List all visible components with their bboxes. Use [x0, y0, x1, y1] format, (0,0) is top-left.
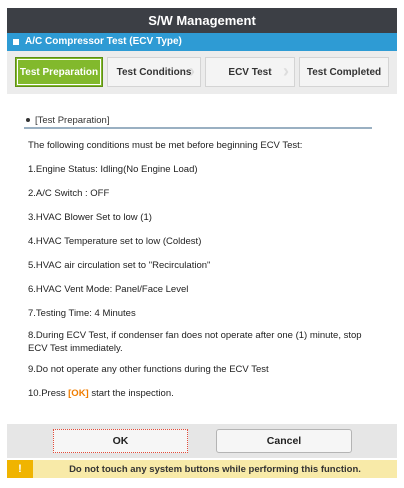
instruction-intro: The following conditions must be met before beginning ECV Test: [28, 140, 303, 151]
instruction-item: 3.HVAC Blower Set to low (1) [28, 212, 152, 223]
step-ecv-test[interactable] [205, 57, 295, 87]
square-bullet-icon [13, 39, 19, 45]
section-heading [24, 113, 372, 129]
test-subtitle-bar [7, 33, 397, 51]
instruction-item: 4.HVAC Temperature set to low (Coldest) [28, 236, 202, 247]
instruction-item: 2.A/C Switch : OFF [28, 188, 110, 199]
step-label: Test Conditions [116, 66, 192, 78]
step-test-preparation[interactable] [15, 57, 103, 87]
cancel-button[interactable]: Cancel [216, 429, 352, 453]
warning-text: Do not touch any system buttons while performing this function. [69, 463, 361, 475]
instruction-prefix: 10.Press [28, 388, 69, 399]
ok-highlight: [OK] [68, 388, 89, 399]
chevron-right-icon: › [283, 61, 289, 81]
warning-bar [7, 460, 397, 478]
step-test-completed[interactable] [299, 57, 389, 87]
step-progress-bar [7, 51, 397, 94]
step-label: Test Completed [306, 66, 382, 78]
step-label: ECV Test [228, 66, 272, 78]
section-heading-text: [Test Preparation] [35, 114, 110, 126]
instruction-item-last [28, 387, 373, 400]
instruction-item: 8.During ECV Test, if condenser fan does not operate after one (1) minute, stop ECV Test immediately. [28, 330, 362, 354]
instruction-item: 7.Testing Time: 4 Minutes [28, 308, 136, 319]
instruction-suffix: start the inspection. [88, 388, 174, 399]
ok-button[interactable]: OK [53, 429, 188, 453]
step-label: Test Preparation [19, 66, 99, 78]
test-subtitle: A/C Compressor Test (ECV Type) [25, 36, 182, 47]
warning-icon: ! [7, 460, 33, 478]
instruction-item: 5.HVAC air circulation set to "Recirculation" [28, 260, 211, 271]
step-test-conditions[interactable] [107, 57, 201, 87]
instruction-item: 1.Engine Status: Idling(No Engine Load) [28, 164, 198, 175]
instruction-item: 9.Do not operate any other functions during the ECV Test [28, 364, 269, 375]
instruction-item: 6.HVAC Vent Mode: Panel/Face Level [28, 284, 189, 295]
chevron-right-icon: › [189, 61, 195, 81]
dot-bullet-icon [26, 118, 30, 122]
window-title: S/W Management [7, 8, 397, 33]
